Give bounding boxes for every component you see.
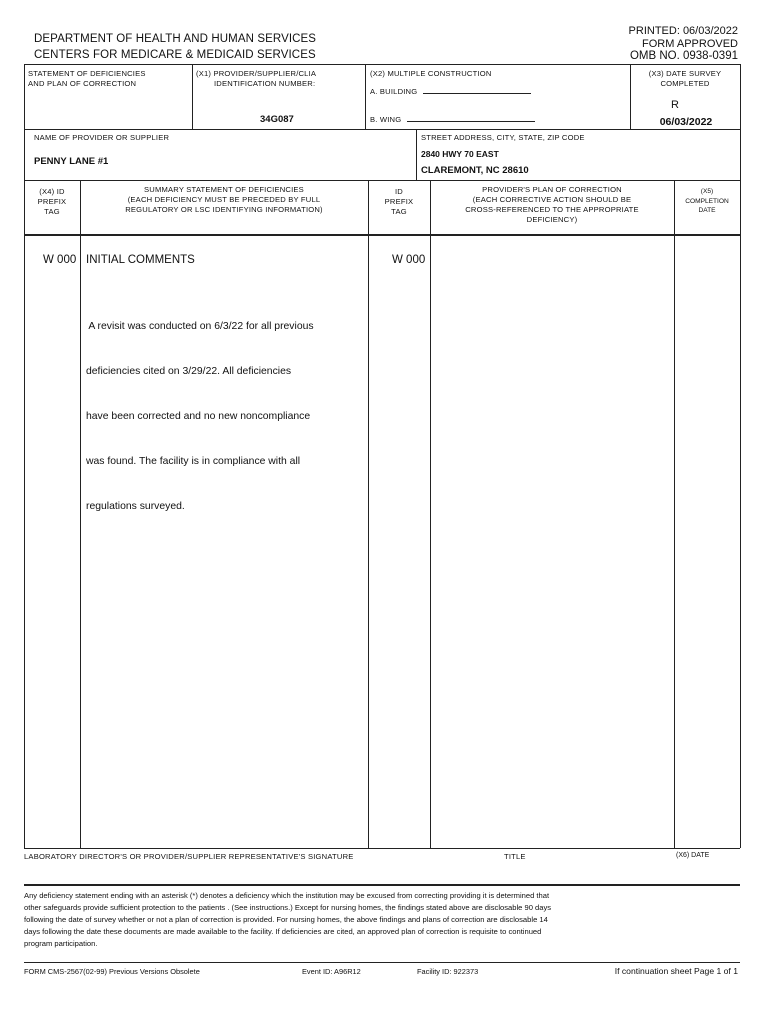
prefix-tag: W 000: [43, 254, 77, 266]
frame-top-line: [24, 64, 740, 65]
footer-top-line: [24, 962, 740, 963]
provider-name-label: NAME OF PROVIDER OR SUPPLIER: [34, 133, 170, 142]
x4-header-line2: PREFIX: [37, 197, 67, 206]
x4-header-line3: TAG: [44, 207, 60, 216]
column-header-bottom-line: [24, 234, 740, 236]
frame-right-line: [740, 64, 741, 848]
x5-header: [674, 187, 740, 216]
wing-label: B. WING: [370, 115, 402, 124]
wing-field: [370, 113, 535, 125]
id-header-line1: ID: [395, 187, 403, 196]
plan-header-line1: PROVIDER'S PLAN OF CORRECTION: [482, 185, 622, 194]
building-label: A. BUILDING: [370, 87, 418, 96]
form-number: FORM CMS-2567(02-99) Previous Versions Obsolete: [24, 967, 200, 976]
signature-label: LABORATORY DIRECTOR'S OR PROVIDER/SUPPLIER REPRESENTATIVE'S SIGNATURE: [24, 852, 354, 861]
provider-box-bottom-line: [24, 180, 740, 181]
divider-x2: [365, 64, 366, 129]
disclaimer-line: Any deficiency statement ending with an asterisk (*) denotes a deficiency which the institution may be excused from correcting providing it is determined that: [24, 891, 550, 900]
plan-header-line4: DEFICIENCY): [526, 215, 578, 224]
agency-name-line2: CENTERS FOR MEDICARE & MEDICAID SERVICES: [34, 49, 316, 61]
col-divider-4: [674, 180, 675, 848]
disclaimer-line: following the date of survey whether or not a plan of correction is provided. For nursing homes, the above findings and plans of correction are disclosable 14: [24, 915, 548, 924]
wing-blank: [407, 113, 535, 122]
disclaimer-line: other safeguards provide sufficient protection to the patients . (See instructions.) Except for nursing homes, the findings stated above are disclosable 90 days: [24, 903, 552, 912]
frame-left-line: [24, 64, 25, 848]
divider-provider: [416, 129, 417, 180]
col-divider-3: [430, 180, 431, 848]
plan-header: [430, 185, 674, 225]
title-label: TITLE: [504, 852, 526, 861]
id-header-line3: TAG: [391, 207, 407, 216]
id-box-bottom-line: [24, 129, 740, 130]
id-header-line2: PREFIX: [384, 197, 414, 206]
x3-code: R: [671, 99, 679, 111]
x5-header-line2: COMPLETION: [685, 197, 729, 205]
summary-header-line1: SUMMARY STATEMENT OF DEFICIENCIES: [144, 185, 304, 194]
summary-header-line3: REGULATORY OR LSC IDENTIFYING INFORMATION): [125, 205, 323, 214]
plan-header-line3: CROSS-REFERENCED TO THE APPROPRIATE: [465, 205, 639, 214]
x4-header-line1: (X4) ID: [39, 187, 65, 196]
city-state-zip: CLAREMONT, NC 28610: [421, 165, 529, 176]
x5-header-line3: DATE: [698, 207, 716, 214]
building-blank: [423, 85, 531, 94]
statement-label-1: STATEMENT OF DEFICIENCIES: [28, 69, 146, 78]
x1-identification-number: 34G087: [260, 114, 294, 125]
entry-text-line: regulations surveyed.: [86, 501, 185, 512]
id-header: [368, 187, 430, 217]
entry-text-line: deficiencies cited on 3/29/22. All deficiencies: [86, 366, 292, 377]
disclaimer: [24, 890, 740, 950]
facility-id: Facility ID: 922373: [417, 967, 479, 976]
agency-name-line1: DEPARTMENT OF HEALTH AND HUMAN SERVICES: [34, 33, 317, 45]
address-label: STREET ADDRESS, CITY, STATE, ZIP CODE: [421, 133, 585, 142]
statement-label-2: AND PLAN OF CORRECTION: [28, 79, 137, 88]
x4-header: [24, 187, 80, 217]
entry-text-line: was found. The facility is in compliance with all: [86, 456, 301, 467]
id-tag: W 000: [392, 254, 426, 266]
x6-date-label: (X6) DATE: [676, 852, 710, 859]
disclaimer-line: program participation.: [24, 939, 98, 948]
entry-heading: INITIAL COMMENTS: [86, 254, 195, 266]
x3-date-completed: 06/03/2022: [659, 116, 713, 128]
col-divider-2: [368, 180, 369, 848]
continuation-sheet: If continuation sheet Page 1 of 1: [614, 966, 738, 976]
x2-label: (X2) MULTIPLE CONSTRUCTION: [370, 69, 492, 78]
x5-header-line1: (X5): [700, 188, 714, 195]
x1-label-1: (X1) PROVIDER/SUPPLIER/CLIA: [196, 69, 317, 78]
body-bottom-line: [24, 848, 740, 849]
disclaimer-line: days following the date these documents are made available to the facility. If deficiencies are cited, an approved plan of correction is requisite to continued: [24, 927, 542, 936]
building-field: [370, 85, 531, 97]
plan-header-line2: (EACH CORRECTIVE ACTION SHOULD BE: [472, 195, 632, 204]
printed-date: PRINTED: 06/03/2022: [628, 25, 738, 37]
divider-x1: [192, 64, 193, 129]
event-id: Event ID: A96R12: [302, 967, 361, 976]
col-divider-1: [80, 180, 81, 848]
omb-number: OMB NO. 0938-0391: [629, 50, 738, 62]
entry-text-line: A revisit was conducted on 6/3/22 for all previous: [86, 321, 314, 332]
form-approved: FORM APPROVED: [642, 38, 738, 50]
x3-label-1: (X3) DATE SURVEY: [648, 69, 722, 78]
street-address: 2840 HWY 70 EAST: [421, 149, 499, 159]
provider-name: PENNY LANE #1: [34, 156, 109, 167]
signature-bottom-line: [24, 884, 740, 886]
summary-header: [80, 185, 368, 215]
entry-text: [86, 289, 314, 529]
entry-text-line: have been corrected and no new noncompliance: [86, 411, 311, 422]
x1-label-2: IDENTIFICATION NUMBER:: [214, 79, 316, 88]
summary-header-line2: (EACH DEFICIENCY MUST BE PRECEDED BY FULL: [127, 195, 321, 204]
x3-label-2: COMPLETED: [660, 79, 710, 88]
